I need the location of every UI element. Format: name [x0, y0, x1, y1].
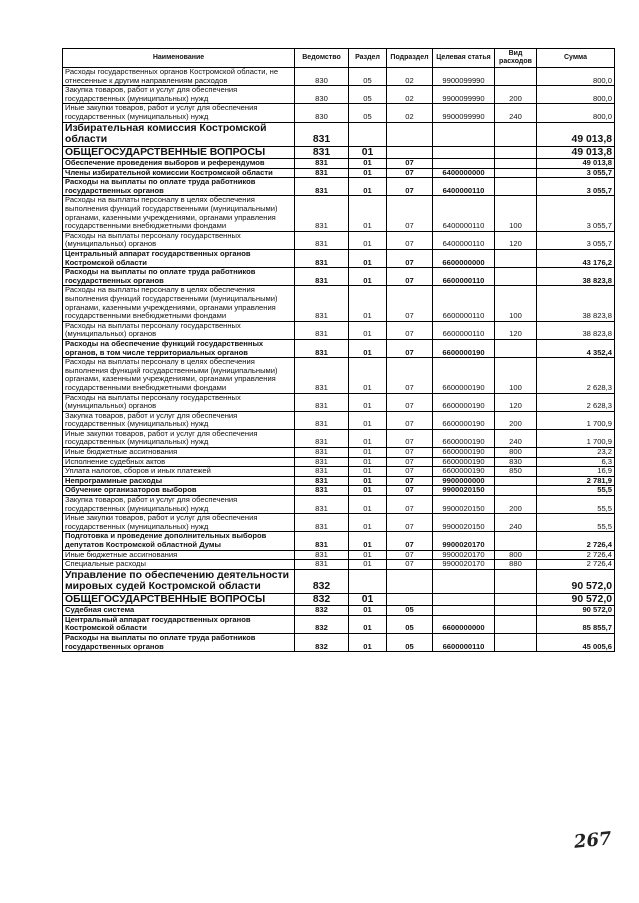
cell-podr: 05: [387, 615, 433, 633]
cell-razd: 01: [349, 496, 387, 514]
cell-tsel: 6600000000: [433, 250, 495, 268]
cell-ved: 831: [295, 486, 349, 496]
table-row: [63, 168, 615, 178]
cell-sum: 55,5: [537, 514, 615, 532]
cell-ved: 831: [295, 457, 349, 467]
cell-tsel: 6600000000: [433, 615, 495, 633]
cell-vid: 800: [495, 550, 537, 560]
cell-razd: 01: [349, 593, 387, 606]
header-tsel: Целевая статья: [433, 49, 495, 68]
cell-vid: [495, 68, 537, 86]
cell-ved: 831: [295, 358, 349, 393]
cell-podr: 07: [387, 231, 433, 249]
table-row: [63, 104, 615, 122]
cell-name: Обеспечение проведения выборов и референдумов: [63, 159, 295, 169]
cell-podr: 02: [387, 104, 433, 122]
cell-podr: [387, 593, 433, 606]
cell-vid: [495, 250, 537, 268]
cell-tsel: 6600000190: [433, 339, 495, 357]
cell-razd: 01: [349, 514, 387, 532]
cell-sum: 43 176,2: [537, 250, 615, 268]
cell-tsel: 9900099990: [433, 68, 495, 86]
table-row: [63, 86, 615, 104]
cell-podr: 07: [387, 429, 433, 447]
cell-ved: 831: [295, 159, 349, 169]
cell-vid: 200: [495, 411, 537, 429]
cell-sum: 90 572,0: [537, 593, 615, 606]
cell-razd: 01: [349, 429, 387, 447]
cell-razd: 01: [349, 159, 387, 169]
cell-sum: 16,9: [537, 467, 615, 477]
cell-ved: 831: [295, 231, 349, 249]
table-row: [63, 268, 615, 286]
table-header-row: [63, 49, 615, 68]
cell-vid: [495, 178, 537, 196]
cell-razd: 01: [349, 196, 387, 231]
cell-name: Закупка товаров, работ и услуг для обеспечения государственных (муниципальных) нужд: [63, 86, 295, 104]
cell-name: Избирательная комиссия Костромской области: [63, 122, 295, 146]
cell-ved: 831: [295, 429, 349, 447]
table-row: [63, 560, 615, 570]
cell-vid: 850: [495, 467, 537, 477]
cell-vid: [495, 122, 537, 146]
cell-name: Расходы на выплаты по оплате труда работников государственных органов: [63, 178, 295, 196]
cell-podr: 07: [387, 178, 433, 196]
cell-vid: 120: [495, 393, 537, 411]
cell-razd: 01: [349, 168, 387, 178]
cell-tsel: 9900020150: [433, 486, 495, 496]
cell-podr: 07: [387, 168, 433, 178]
cell-ved: 831: [295, 393, 349, 411]
cell-ved: 831: [295, 339, 349, 357]
cell-razd: 01: [349, 560, 387, 570]
cell-podr: [387, 146, 433, 159]
table-row: [63, 358, 615, 393]
table-row: [63, 467, 615, 477]
cell-tsel: 6600000190: [433, 457, 495, 467]
cell-podr: 07: [387, 550, 433, 560]
cell-ved: 831: [295, 168, 349, 178]
cell-razd: 01: [349, 606, 387, 616]
cell-ved: 832: [295, 593, 349, 606]
cell-tsel: 6600000110: [433, 634, 495, 652]
cell-name: Члены избирательной комиссии Костромской области: [63, 168, 295, 178]
cell-name: Иные закупки товаров, работ и услуг для обеспечения государственных (муниципальных) нужд: [63, 429, 295, 447]
cell-vid: [495, 532, 537, 550]
cell-razd: 01: [349, 615, 387, 633]
cell-sum: 6,3: [537, 457, 615, 467]
cell-sum: 2 726,4: [537, 532, 615, 550]
cell-podr: 07: [387, 358, 433, 393]
cell-podr: 07: [387, 286, 433, 321]
cell-razd: 01: [349, 231, 387, 249]
header-sum: Сумма: [537, 49, 615, 68]
cell-vid: 240: [495, 429, 537, 447]
cell-name: Уплата налогов, сборов и иных платежей: [63, 467, 295, 477]
cell-name: Расходы на выплаты персоналу государственных (муниципальных) органов: [63, 393, 295, 411]
cell-razd: [349, 569, 387, 593]
cell-vid: [495, 606, 537, 616]
cell-tsel: 9900020170: [433, 550, 495, 560]
cell-vid: 120: [495, 231, 537, 249]
cell-name: Закупка товаров, работ и услуг для обеспечения государственных (муниципальных) нужд: [63, 496, 295, 514]
table-body: [63, 68, 615, 652]
table-row: [63, 231, 615, 249]
table-row: [63, 476, 615, 486]
table-row: [63, 634, 615, 652]
cell-podr: 07: [387, 393, 433, 411]
cell-vid: [495, 569, 537, 593]
cell-sum: 49 013,8: [537, 146, 615, 159]
cell-razd: 01: [349, 476, 387, 486]
cell-podr: 07: [387, 321, 433, 339]
cell-razd: 01: [349, 634, 387, 652]
table-row: [63, 457, 615, 467]
cell-vid: 120: [495, 321, 537, 339]
cell-name: Расходы на обеспечение функций государственных органов, в том числе территориальных органов: [63, 339, 295, 357]
cell-razd: 01: [349, 467, 387, 477]
cell-sum: 38 823,8: [537, 268, 615, 286]
cell-podr: 07: [387, 486, 433, 496]
cell-name: ОБЩЕГОСУДАРСТВЕННЫЕ ВОПРОСЫ: [63, 146, 295, 159]
cell-vid: [495, 593, 537, 606]
cell-sum: 49 013,8: [537, 159, 615, 169]
cell-tsel: 9900020170: [433, 532, 495, 550]
cell-name: Иные бюджетные ассигнования: [63, 550, 295, 560]
table-row: [63, 393, 615, 411]
cell-vid: 240: [495, 104, 537, 122]
cell-ved: 831: [295, 268, 349, 286]
table-row: [63, 569, 615, 593]
cell-vid: [495, 486, 537, 496]
cell-name: Расходы на выплаты по оплате труда работников государственных органов: [63, 634, 295, 652]
table-row: [63, 411, 615, 429]
cell-sum: 3 055,7: [537, 168, 615, 178]
cell-tsel: 9900000000: [433, 476, 495, 486]
cell-tsel: 6600000190: [433, 411, 495, 429]
cell-vid: [495, 146, 537, 159]
cell-podr: 07: [387, 457, 433, 467]
cell-ved: 830: [295, 86, 349, 104]
cell-name: Центральный аппарат государственных органов Костромской области: [63, 615, 295, 633]
table-row: [63, 196, 615, 231]
cell-tsel: 6400000000: [433, 168, 495, 178]
cell-name: Непрограммные расходы: [63, 476, 295, 486]
cell-tsel: 6600000190: [433, 429, 495, 447]
cell-podr: 07: [387, 268, 433, 286]
cell-ved: 831: [295, 532, 349, 550]
cell-vid: 240: [495, 514, 537, 532]
cell-sum: 85 855,7: [537, 615, 615, 633]
cell-sum: 23,2: [537, 448, 615, 458]
cell-tsel: 6600000190: [433, 393, 495, 411]
cell-podr: 07: [387, 476, 433, 486]
cell-sum: 800,0: [537, 104, 615, 122]
cell-sum: 800,0: [537, 68, 615, 86]
cell-sum: 90 572,0: [537, 606, 615, 616]
cell-razd: 01: [349, 411, 387, 429]
cell-name: Расходы государственных органов Костромской области, не отнесенные к другим направлениям расходов: [63, 68, 295, 86]
table-row: [63, 550, 615, 560]
cell-vid: [495, 615, 537, 633]
cell-razd: 01: [349, 321, 387, 339]
cell-sum: 2 628,3: [537, 358, 615, 393]
cell-vid: [495, 339, 537, 357]
cell-ved: 831: [295, 560, 349, 570]
table-row: [63, 250, 615, 268]
cell-tsel: 9900020150: [433, 496, 495, 514]
cell-podr: 07: [387, 467, 433, 477]
cell-podr: 07: [387, 532, 433, 550]
cell-podr: 07: [387, 448, 433, 458]
table-row: [63, 429, 615, 447]
cell-vid: 880: [495, 560, 537, 570]
cell-tsel: 6400000110: [433, 231, 495, 249]
cell-name: Центральный аппарат государственных органов Костромской области: [63, 250, 295, 268]
cell-razd: 01: [349, 178, 387, 196]
table-row: [63, 514, 615, 532]
cell-tsel: [433, 122, 495, 146]
cell-sum: 3 055,7: [537, 196, 615, 231]
cell-vid: [495, 476, 537, 486]
cell-ved: 831: [295, 196, 349, 231]
cell-name: Специальные расходы: [63, 560, 295, 570]
cell-podr: 07: [387, 196, 433, 231]
cell-sum: 2 781,9: [537, 476, 615, 486]
cell-tsel: 6400000110: [433, 196, 495, 231]
cell-tsel: 6600000190: [433, 467, 495, 477]
cell-tsel: 9900099990: [433, 104, 495, 122]
cell-tsel: [433, 159, 495, 169]
header-vid: Вид расходов: [495, 49, 537, 68]
cell-name: Расходы на выплаты персоналу государственных (муниципальных) органов: [63, 321, 295, 339]
cell-tsel: [433, 593, 495, 606]
cell-razd: 01: [349, 393, 387, 411]
cell-razd: 01: [349, 339, 387, 357]
cell-podr: [387, 569, 433, 593]
cell-sum: 1 700,9: [537, 429, 615, 447]
cell-vid: 200: [495, 496, 537, 514]
cell-ved: 832: [295, 634, 349, 652]
table-row: [63, 286, 615, 321]
cell-podr: 02: [387, 68, 433, 86]
cell-sum: 2 726,4: [537, 560, 615, 570]
cell-sum: 3 055,7: [537, 178, 615, 196]
cell-vid: 100: [495, 286, 537, 321]
cell-podr: 07: [387, 250, 433, 268]
cell-name: Расходы на выплаты персоналу в целях обеспечения выполнения функций государственными (муниципальными) органами, казенными учреждениями, органами управления государственными внебюджетными фондами: [63, 196, 295, 231]
table-row: [63, 615, 615, 633]
cell-podr: 07: [387, 560, 433, 570]
cell-razd: [349, 122, 387, 146]
header-name: Наименование: [63, 49, 295, 68]
table-row: [63, 532, 615, 550]
cell-sum: 1 700,9: [537, 411, 615, 429]
cell-razd: 01: [349, 268, 387, 286]
cell-podr: 07: [387, 159, 433, 169]
cell-vid: [495, 634, 537, 652]
header-podr: Подраздел: [387, 49, 433, 68]
cell-sum: 2 628,3: [537, 393, 615, 411]
table-row: [63, 146, 615, 159]
table-row: [63, 178, 615, 196]
cell-razd: 01: [349, 448, 387, 458]
table-row: [63, 159, 615, 169]
cell-name: Расходы на выплаты персоналу в целях обеспечения выполнения функций государственными (муниципальными) органами, казенными учреждениями, органами управления государственными внебюджетными фондами: [63, 286, 295, 321]
cell-sum: 2 726,4: [537, 550, 615, 560]
cell-name: ОБЩЕГОСУДАРСТВЕННЫЕ ВОПРОСЫ: [63, 593, 295, 606]
cell-sum: 38 823,8: [537, 286, 615, 321]
cell-name: Расходы на выплаты по оплате труда работников государственных органов: [63, 268, 295, 286]
cell-ved: 831: [295, 476, 349, 486]
cell-podr: [387, 122, 433, 146]
cell-ved: 831: [295, 448, 349, 458]
cell-name: Расходы на выплаты персоналу государственных (муниципальных) органов: [63, 231, 295, 249]
cell-sum: 4 352,4: [537, 339, 615, 357]
cell-vid: 100: [495, 358, 537, 393]
header-ved: Ведомство: [295, 49, 349, 68]
table-row: [63, 122, 615, 146]
cell-tsel: 9900099990: [433, 86, 495, 104]
cell-podr: 05: [387, 606, 433, 616]
budget-page: [62, 48, 614, 652]
cell-podr: 07: [387, 339, 433, 357]
cell-name: Иные бюджетные ассигнования: [63, 448, 295, 458]
cell-razd: 05: [349, 104, 387, 122]
cell-ved: 831: [295, 286, 349, 321]
cell-ved: 831: [295, 467, 349, 477]
budget-table: [62, 48, 615, 652]
cell-ved: 831: [295, 514, 349, 532]
cell-vid: [495, 168, 537, 178]
table-row: [63, 496, 615, 514]
table-row: [63, 448, 615, 458]
handwritten-page-number: 267: [573, 828, 613, 853]
cell-name: Судебная система: [63, 606, 295, 616]
cell-razd: 01: [349, 250, 387, 268]
table-row: [63, 321, 615, 339]
cell-podr: 05: [387, 634, 433, 652]
cell-ved: 831: [295, 178, 349, 196]
cell-razd: 01: [349, 532, 387, 550]
cell-ved: 832: [295, 606, 349, 616]
cell-ved: 831: [295, 122, 349, 146]
cell-tsel: [433, 606, 495, 616]
cell-sum: 38 823,8: [537, 321, 615, 339]
cell-razd: 01: [349, 286, 387, 321]
cell-name: Иные закупки товаров, работ и услуг для обеспечения государственных (муниципальных) нужд: [63, 104, 295, 122]
cell-razd: 01: [349, 550, 387, 560]
cell-ved: 831: [295, 496, 349, 514]
table-row: [63, 486, 615, 496]
cell-tsel: 6400000110: [433, 178, 495, 196]
cell-ved: 831: [295, 411, 349, 429]
cell-razd: 05: [349, 68, 387, 86]
header-razd: Раздел: [349, 49, 387, 68]
cell-name: Исполнение судебных актов: [63, 457, 295, 467]
cell-ved: 831: [295, 550, 349, 560]
cell-vid: 100: [495, 196, 537, 231]
table-row: [63, 68, 615, 86]
cell-name: Управление по обеспечению деятельности мировых судей Костромской области: [63, 569, 295, 593]
cell-ved: 831: [295, 146, 349, 159]
cell-sum: 3 055,7: [537, 231, 615, 249]
cell-sum: 800,0: [537, 86, 615, 104]
cell-ved: 832: [295, 569, 349, 593]
cell-podr: 07: [387, 496, 433, 514]
cell-razd: 01: [349, 358, 387, 393]
cell-razd: 01: [349, 486, 387, 496]
cell-name: Иные закупки товаров, работ и услуг для обеспечения государственных (муниципальных) нужд: [63, 514, 295, 532]
cell-tsel: 6600000190: [433, 448, 495, 458]
cell-podr: 02: [387, 86, 433, 104]
cell-tsel: 6600000190: [433, 358, 495, 393]
cell-tsel: 6600000110: [433, 268, 495, 286]
cell-vid: [495, 268, 537, 286]
cell-tsel: 6600000110: [433, 286, 495, 321]
table-row: [63, 593, 615, 606]
cell-razd: 01: [349, 457, 387, 467]
cell-ved: 830: [295, 104, 349, 122]
cell-tsel: 6600000110: [433, 321, 495, 339]
cell-name: Закупка товаров, работ и услуг для обеспечения государственных (муниципальных) нужд: [63, 411, 295, 429]
cell-sum: 45 005,6: [537, 634, 615, 652]
cell-name: Подготовка и проведение дополнительных выборов депутатов Костромской областной Думы: [63, 532, 295, 550]
cell-name: Обучение организаторов выборов: [63, 486, 295, 496]
cell-sum: 55,5: [537, 496, 615, 514]
cell-tsel: 9900020170: [433, 560, 495, 570]
cell-sum: 49 013,8: [537, 122, 615, 146]
cell-ved: 830: [295, 68, 349, 86]
cell-name: Расходы на выплаты персоналу в целях обеспечения выполнения функций государственными (муниципальными) органами, казенными учреждениями, органами управления государственными внебюджетными фондами: [63, 358, 295, 393]
cell-tsel: [433, 569, 495, 593]
cell-razd: 05: [349, 86, 387, 104]
cell-tsel: 9900020150: [433, 514, 495, 532]
cell-ved: 832: [295, 615, 349, 633]
cell-razd: 01: [349, 146, 387, 159]
cell-podr: 07: [387, 411, 433, 429]
cell-tsel: [433, 146, 495, 159]
cell-ved: 831: [295, 250, 349, 268]
table-row: [63, 606, 615, 616]
cell-vid: 200: [495, 86, 537, 104]
cell-vid: [495, 159, 537, 169]
cell-podr: 07: [387, 514, 433, 532]
cell-sum: 55,5: [537, 486, 615, 496]
cell-sum: 90 572,0: [537, 569, 615, 593]
cell-ved: 831: [295, 321, 349, 339]
table-row: [63, 339, 615, 357]
cell-vid: 830: [495, 457, 537, 467]
cell-vid: 800: [495, 448, 537, 458]
